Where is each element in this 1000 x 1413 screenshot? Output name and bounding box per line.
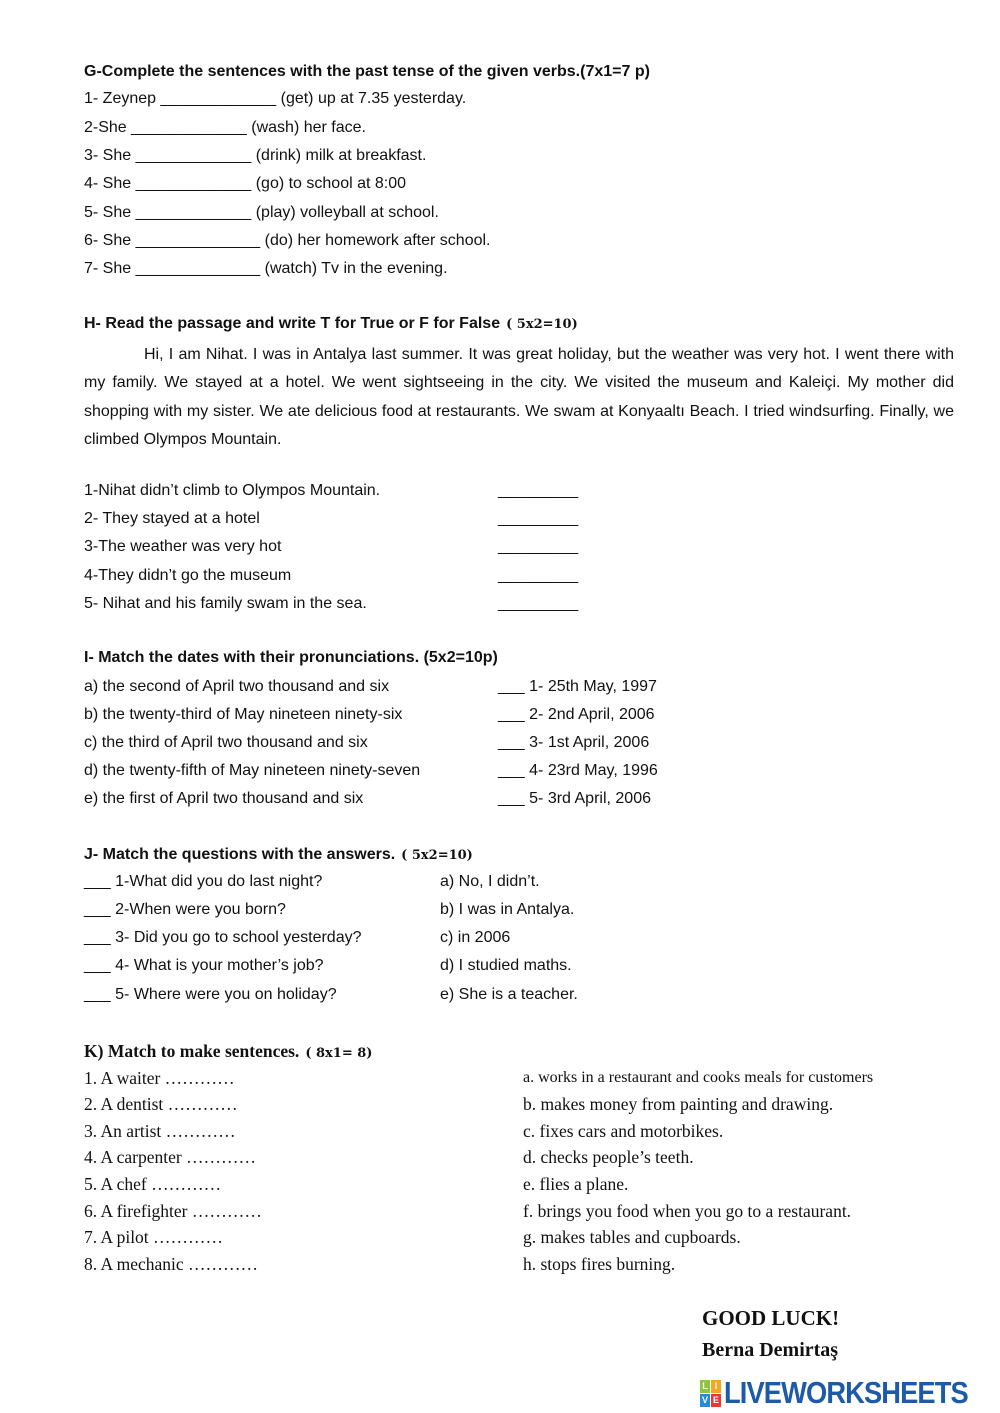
logo-text: LIVEWORKSHEETS	[724, 1375, 968, 1410]
date-pronunciation: e) the first of April two thousand and six	[84, 790, 364, 807]
question-item: ___ 5- Where were you on holiday?	[84, 986, 337, 1003]
answer-blank[interactable]: _________	[498, 538, 579, 555]
question-item: ___ 4- What is your mother’s job?	[84, 957, 324, 974]
question-item: ___ 1-What did you do last night?	[84, 873, 323, 890]
date-match-option: ___ 5- 3rd April, 2006	[498, 790, 651, 807]
true-false-statement: 1-Nihat didn’t climb to Olympos Mountain.	[84, 482, 381, 499]
liveworksheets-logo	[700, 1375, 1000, 1410]
answer-option: b) I was in Antalya.	[440, 901, 575, 918]
answer-option: e) She is a teacher.	[440, 986, 578, 1003]
answer-blank[interactable]: _________	[498, 567, 579, 584]
answer-option: c) in 2006	[440, 929, 511, 946]
true-false-statement: 4-They didn’t go the museum	[84, 567, 292, 584]
good-luck-text: GOOD LUCK!	[702, 1306, 840, 1330]
fill-in-item: 1- Zeynep _____________ (get) up at 7.35 yesterday.	[84, 90, 467, 107]
occupation-description: b. makes money from painting and drawing.	[523, 1094, 834, 1114]
reading-passage: Hi, I am Nihat. I was in Antalya last summer. It was great holiday, but the weather was very hot. I went there with my family. We stayed at a hotel. We went sightseeing in the city. We visited the museum and Kaleiçi. My mother did shopping with my sister. We ate delicious food at restaurants. We swam at Konyaaltı Beach. I tried windsurfing. Finally, we climbed Olympos Mountain.	[84, 346, 954, 449]
answer-option: a) No, I didn’t.	[440, 873, 540, 890]
section-j-heading	[84, 845, 473, 866]
occupation-item: 8. A mechanic …………	[84, 1254, 259, 1274]
occupation-description: a. works in a restaurant and cooks meals for customers	[523, 1069, 874, 1086]
points-label: ( 5x2=10)	[401, 848, 473, 863]
section-i-heading	[84, 648, 498, 668]
question-item: ___ 2-When were you born?	[84, 901, 286, 918]
fill-in-item: 6- She ______________ (do) her homework after school.	[84, 232, 491, 249]
occupation-item: 7. A pilot …………	[84, 1227, 224, 1247]
occupation-description: c. fixes cars and motorbikes.	[523, 1121, 724, 1141]
logo-tile: L	[700, 1380, 710, 1393]
points-label: ( 8x1= 8)	[305, 1046, 373, 1061]
points-label: ( 5x2=10)	[506, 317, 578, 332]
logo-tile: I	[711, 1380, 721, 1393]
true-false-statement: 2- They stayed at a hotel	[84, 510, 260, 527]
true-false-statement: 5- Nihat and his family swam in the sea.	[84, 595, 367, 612]
occupation-item: 5. A chef …………	[84, 1174, 222, 1194]
date-match-option: ___ 2- 2nd April, 2006	[498, 706, 655, 723]
heading-text: K) Match to make sentences.	[84, 1041, 300, 1061]
author-name: Berna Demirtaş	[702, 1339, 839, 1361]
date-pronunciation: a) the second of April two thousand and six	[84, 678, 390, 695]
occupation-item: 1. A waiter …………	[84, 1068, 235, 1088]
section-h-heading	[84, 314, 578, 335]
fill-in-item: 5- She _____________ (play) volleyball at school.	[84, 204, 439, 221]
occupation-item: 2. A dentist …………	[84, 1094, 238, 1114]
date-match-option: ___ 4- 23rd May, 1996	[498, 762, 658, 779]
logo-mark-icon	[700, 1380, 721, 1407]
occupation-description: g. makes tables and cupboards.	[523, 1227, 741, 1247]
logo-tile: E	[712, 1394, 719, 1405]
date-pronunciation: b) the twenty-third of May nineteen ninety-six	[84, 706, 403, 723]
answer-blank[interactable]: _________	[498, 595, 579, 612]
fill-in-item: 3- She _____________ (drink) milk at breakfast.	[84, 147, 427, 164]
fill-in-item: 2-She _____________ (wash) her face.	[84, 119, 366, 136]
date-pronunciation: c) the third of April two thousand and six	[84, 734, 368, 751]
true-false-statement: 3-The weather was very hot	[84, 538, 282, 555]
fill-in-item: 4- She _____________ (go) to school at 8:00	[84, 175, 407, 192]
occupation-description: e. flies a plane.	[523, 1174, 629, 1194]
answer-option: d) I studied maths.	[440, 957, 572, 974]
section-g-heading	[84, 62, 650, 82]
occupation-item: 3. An artist …………	[84, 1121, 236, 1141]
occupation-description: f. brings you food when you go to a restaurant.	[523, 1201, 852, 1221]
answer-blank[interactable]: _________	[498, 510, 579, 527]
occupation-description: d. checks people’s teeth.	[523, 1147, 694, 1167]
occupation-description: h. stops fires burning.	[523, 1254, 676, 1274]
question-item: ___ 3- Did you go to school yesterday?	[84, 929, 362, 946]
occupation-item: 6. A firefighter …………	[84, 1201, 262, 1221]
section-k-heading	[84, 1041, 372, 1064]
occupation-item: 4. A carpenter …………	[84, 1147, 257, 1167]
heading-text: I- Match the dates with their pronunciations. (5x2=10p)	[84, 649, 498, 666]
logo-tile: V	[701, 1394, 708, 1405]
heading-text: G-Complete the sentences with the past tense of the given verbs.(7x1=7 p)	[84, 63, 650, 80]
answer-blank[interactable]: _________	[498, 482, 579, 499]
fill-in-item: 7- She ______________ (watch) Tv in the evening.	[84, 260, 448, 277]
date-match-option: ___ 1- 25th May, 1997	[498, 678, 657, 695]
date-pronunciation: d) the twenty-fifth of May nineteen ninety-seven	[84, 762, 421, 779]
heading-text: J- Match the questions with the answers.	[84, 846, 396, 863]
heading-text: H- Read the passage and write T for True or F for False	[84, 315, 501, 332]
date-match-option: ___ 3- 1st April, 2006	[498, 734, 650, 751]
